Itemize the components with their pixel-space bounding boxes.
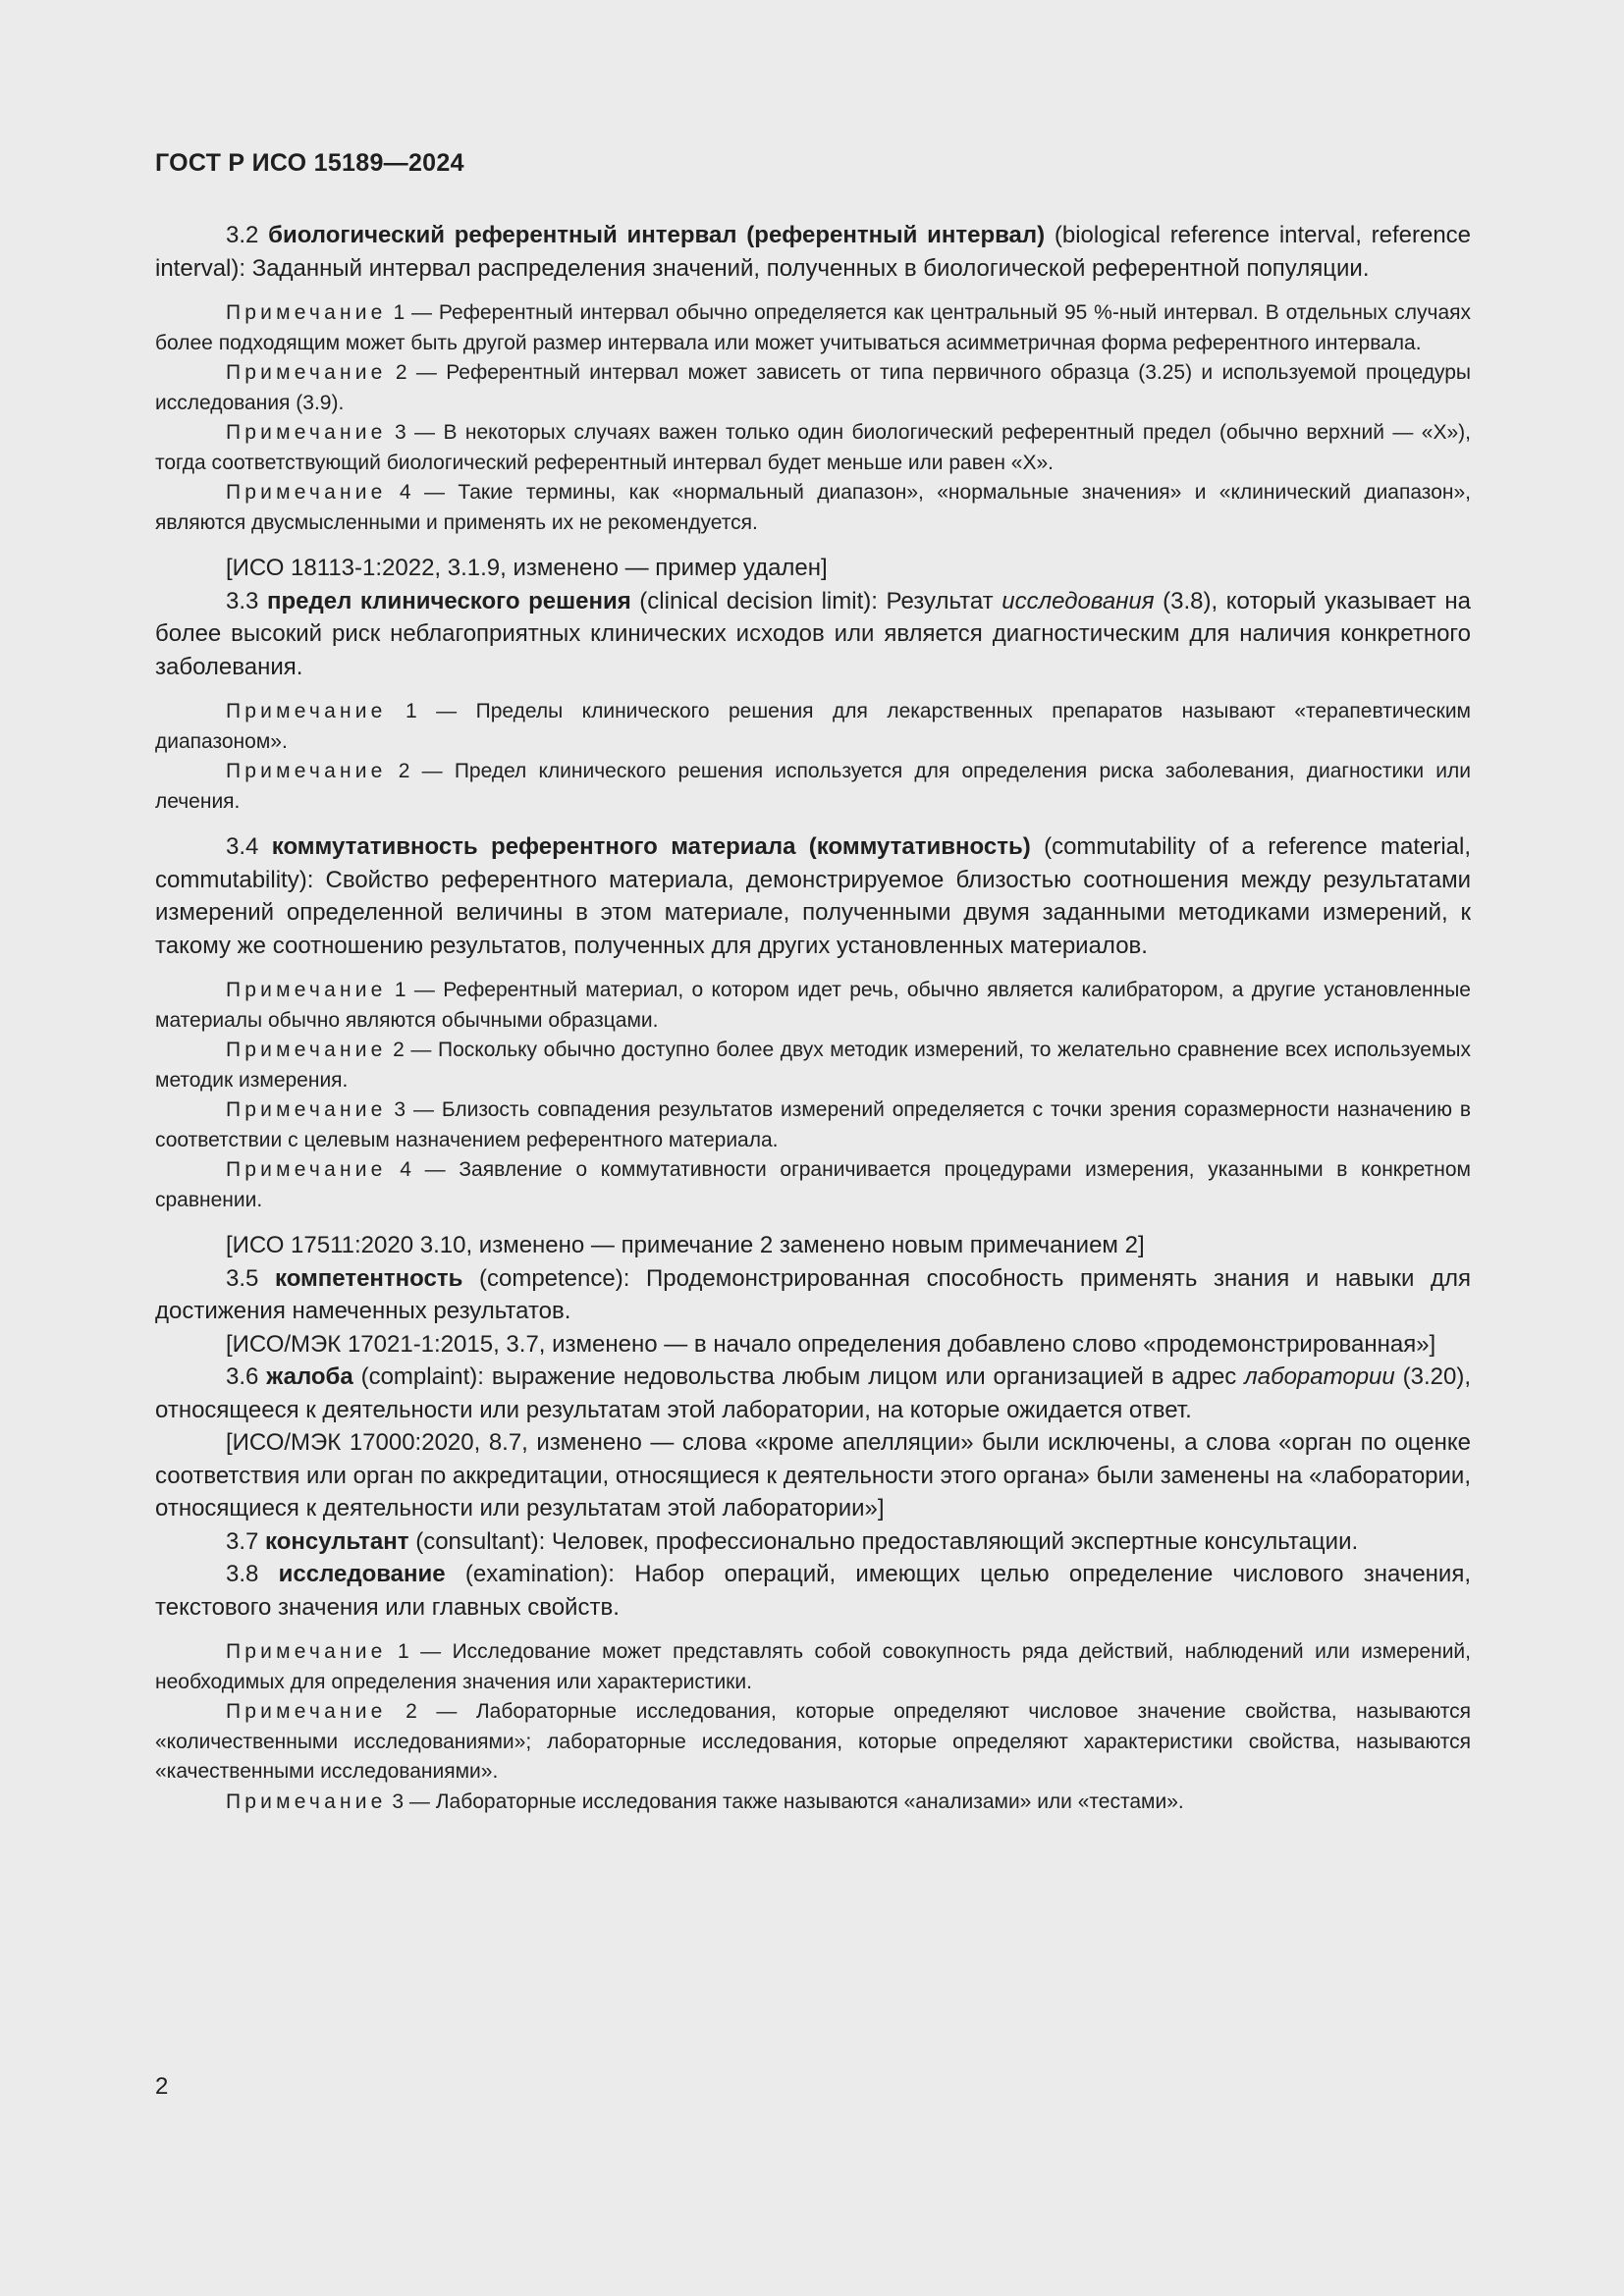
term-name: предел клинического решения bbox=[266, 587, 631, 614]
note bbox=[155, 298, 1471, 358]
term-name: биологический референтный интервал (референтный интервал) bbox=[268, 222, 1046, 248]
note-number: 1 bbox=[406, 700, 417, 722]
source-reference: [ИСО/МЭК 17000:2020, 8.7, изменено — слова «кроме апелляции» были исключены, а слова «орган по оценке соответствия или орган по аккредитации, относящиеся к деятельности этого органа» были заменены на «лаборатории, относящиеся к деятельности или результатам этой лаборатории»] bbox=[155, 1429, 1471, 1522]
term-definition-text: (3.8), который указывает на более высокий риск неблагоприятных клинических исходов или является диагностическим для наличия конкретного заболевания. bbox=[155, 587, 1471, 680]
note-label: Примечание bbox=[226, 760, 387, 782]
note-text: — Референтный интервал может зависеть от типа первичного образца (3.25) и используемой процедуры исследования (3.9). bbox=[155, 361, 1471, 414]
note-text: — Референтный интервал обычно определяется как центральный 95 %-ный интервал. В отдельных случаях более подходящим может быть другой размер интервала или может учитываться асимметричная форма референтного интервала. bbox=[155, 301, 1471, 354]
term-number: 3.4 bbox=[226, 833, 259, 860]
note-label: Примечание bbox=[226, 700, 387, 722]
note bbox=[155, 1637, 1471, 1697]
term-number: 3.2 bbox=[226, 222, 259, 248]
note-label: Примечание bbox=[226, 481, 387, 504]
page-number: 2 bbox=[155, 2073, 169, 2100]
note-number: 4 bbox=[400, 1158, 411, 1181]
standard-header: ГОСТ Р ИСО 15189—2024 bbox=[155, 149, 464, 177]
term-number: 3.7 bbox=[226, 1527, 259, 1555]
note bbox=[155, 418, 1471, 478]
term-name: компетентность bbox=[275, 1264, 463, 1292]
document-page bbox=[155, 149, 1471, 1817]
note-number: 2 bbox=[393, 1039, 405, 1061]
source-reference: [ИСО/МЭК 17021-1:2015, 3.7, изменено — в начало определения добавлено слово «продемонстрированная»] bbox=[226, 1330, 1436, 1358]
note-label: Примечание bbox=[226, 1158, 387, 1181]
term-name: консультант bbox=[265, 1527, 409, 1555]
source-reference: [ИСО 18113-1:2022, 3.1.9, изменено — пример удален] bbox=[226, 555, 828, 581]
note-text: — Пределы клинического решения для лекарственных препаратов называют «терапевтическим диапазоном». bbox=[155, 700, 1471, 753]
note bbox=[155, 1155, 1471, 1215]
note-text: — Поскольку обычно доступно более двух методик измерений, то желательно сравнение всех используемых методик измерения. bbox=[155, 1039, 1471, 1092]
note bbox=[155, 976, 1471, 1036]
term-definition bbox=[155, 1558, 1471, 1624]
term-name: исследование bbox=[278, 1561, 446, 1587]
term-definition bbox=[155, 830, 1471, 962]
note-number: 4 bbox=[399, 481, 411, 504]
note bbox=[155, 697, 1471, 757]
term-number: 3.6 bbox=[226, 1363, 259, 1390]
term-number: 3.3 bbox=[226, 587, 259, 614]
term-definition-text: (consultant): Человек, профессионально предоставляющий экспертные консультации. bbox=[408, 1527, 1359, 1555]
note-number: 2 bbox=[398, 760, 410, 782]
note bbox=[155, 358, 1471, 418]
note-number: 2 bbox=[406, 1700, 417, 1723]
source-reference: [ИСО 17511:2020 3.10, изменено — примечание 2 заменено новым примечанием 2] bbox=[226, 1232, 1145, 1258]
term-definition bbox=[155, 219, 1471, 285]
note-label: Примечание bbox=[226, 979, 387, 1001]
note-label: Примечание bbox=[226, 361, 387, 384]
term-definition bbox=[155, 585, 1471, 684]
note-text: — В некоторых случаях важен только один биологический референтный предел (обычно верхний — «X»), тогда соответствующий биологический референтный интервал будет меньше или равен «X». bbox=[155, 421, 1471, 474]
note-number: 1 bbox=[393, 301, 406, 324]
term-number: 3.8 bbox=[226, 1561, 259, 1587]
document-body bbox=[155, 219, 1471, 1817]
term-definition-text: (examination): Набор операций, имеющих целью определение числового значения, текстового значения или главных свойств. bbox=[155, 1561, 1471, 1621]
note-number: 1 bbox=[398, 1640, 409, 1663]
note-label: Примечание bbox=[226, 1789, 387, 1813]
term-definition bbox=[155, 1525, 1471, 1559]
note-text: — Лабораторные исследования, которые определяют числовое значение свойства, называются «количественными исследованиями»; лабораторные исследования, которые определяют характеристики свойства, называются «качественными исследованиями». bbox=[155, 1700, 1471, 1783]
note-text: — Референтный материал, о котором идет речь, обычно является калибратором, а другие установленные материалы обычно являются обычными образцами. bbox=[155, 979, 1471, 1032]
note-label: Примечание bbox=[226, 1700, 387, 1723]
note-number: 3 bbox=[394, 1098, 406, 1121]
term-definition-text: (biological reference interval, reference interval): Заданный интервал распределения значений, полученных в биологической референтной популяции. bbox=[155, 222, 1472, 282]
note-number: 3 bbox=[394, 421, 406, 444]
term-reference: лаборатории bbox=[1244, 1363, 1395, 1390]
note-label: Примечание bbox=[226, 1640, 387, 1663]
term-reference: исследования bbox=[1001, 587, 1155, 614]
note-text: — Близость совпадения результатов измерений определяется с точки зрения соразмерности назначению в соответствии с целевым назначением референтного материала. bbox=[155, 1098, 1471, 1151]
note-label: Примечание bbox=[226, 421, 387, 444]
term-name: коммутативность референтного материала (коммутативность) bbox=[271, 833, 1031, 860]
note bbox=[155, 1095, 1471, 1155]
note bbox=[155, 757, 1471, 817]
term-definition-text: (competence): Продемонстрированная способность применять знания и навыки для достижения намеченных результатов. bbox=[155, 1264, 1472, 1324]
term-definition-text: (clinical decision limit): Результат bbox=[630, 587, 1002, 614]
term-definition-text: (complaint): выражение недовольства любым лицом или организацией в адрес bbox=[352, 1363, 1245, 1390]
term-definition bbox=[155, 1262, 1471, 1328]
note-number: 3 bbox=[392, 1789, 405, 1813]
note-number: 2 bbox=[395, 361, 407, 384]
note-text: — Заявление о коммутативности ограничивается процедурами измерения, указанными в конкретном сравнении. bbox=[155, 1158, 1471, 1211]
note-text: — Исследование может представлять собой совокупность ряда действий, наблюдений или измерений, необходимых для определения значения или характеристики. bbox=[155, 1640, 1471, 1693]
note-label: Примечание bbox=[226, 1098, 387, 1121]
note-label: Примечание bbox=[226, 1039, 387, 1061]
note bbox=[155, 1788, 1471, 1818]
note-label: Примечание bbox=[226, 301, 387, 324]
note bbox=[155, 1697, 1471, 1788]
term-definition-text: (commutability of a reference material, commutability): Свойство референтного материала, демонстрируемое близостью соотношения между результатами измерений определенной величины в этом материале, полученными двумя заданными методиками измерений, к такому же соотношению результатов, полученных для других установленных материалов. bbox=[155, 833, 1472, 959]
note-text: — Предел клинического решения используется для определения риска заболевания, диагностики или лечения. bbox=[155, 760, 1471, 813]
term-name: жалоба bbox=[266, 1363, 353, 1390]
term-definition-text: (3.20), относящееся к деятельности или результатам этой лаборатории, на которые ожидается ответ. bbox=[155, 1363, 1472, 1423]
term-definition bbox=[155, 1361, 1471, 1426]
note bbox=[155, 1036, 1471, 1095]
term-number: 3.5 bbox=[226, 1264, 259, 1292]
note bbox=[155, 478, 1471, 538]
note-text: — Лабораторные исследования также называются «анализами» или «тестами». bbox=[404, 1789, 1184, 1813]
note-text: — Такие термины, как «нормальный диапазон», «нормальные значения» и «клинический диапазон», являются двусмысленными и применять их не рекомендуется. bbox=[155, 481, 1471, 534]
note-number: 1 bbox=[394, 979, 406, 1001]
